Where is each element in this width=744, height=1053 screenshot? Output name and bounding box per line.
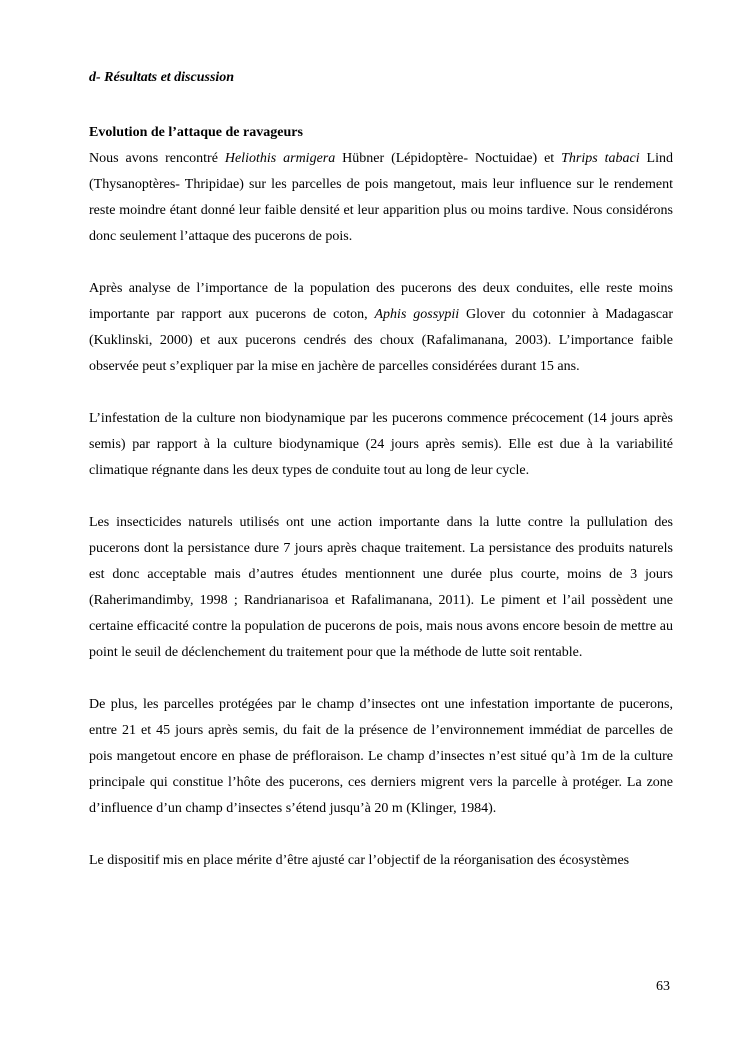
paragraph [89,692,673,822]
paragraph-text: Nous avons rencontré [89,151,225,166]
paragraph-text: Après analyse de l’importance de la population des pucerons des deux conduites, elle reste moins importante par rapport aux pucerons de coton, [89,281,673,322]
subheading: Evolution de l’attaque de ravageurs [89,125,303,140]
paragraph-text: Glover du cotonnier à Madagascar (Kuklinski, 2000) et aux pucerons cendrés des choux (Rafalimanana, 2003). L’importance faible observée peut s’expliquer par la mise en jachère de parcelles considérées durant 15 ans. [89,307,673,374]
species-name: Aphis gossypii [374,307,460,322]
paragraph-text: Hübner (Lépidoptère- Noctuidae) et [335,151,562,166]
paragraph [89,146,673,250]
body-content [89,120,673,900]
species-name: Thrips tabaci [561,151,640,166]
paragraph-text: De plus, les parcelles protégées par le champ d’insectes ont une infestation importante de pucerons, entre 21 et 45 jours après semis, du fait de la présence de l’environnement immédiat de parcelles de pois mangetout encore en phase de préfloraison. Le champ d’insectes n’est situé qu’à 1m de la culture principale qui constitue l’hôte des pucerons, ces derniers migrent vers la parcelle à protéger. La zone d’influence d’un champ d’insectes s’étend jusqu’à 20 m (Klinger, 1984). [89,697,673,816]
paragraph [89,276,673,380]
paragraph-text: Le dispositif mis en place mérite d’être ajusté car l’objectif de la réorganisation des écosystèmes [89,853,630,868]
paragraph [89,848,673,874]
species-name: Heliothis armigera [224,151,336,166]
paragraph-text: Lind (Thysanoptères- Thripidae) sur les parcelles de pois mangetout, mais leur influence sur le rendement reste moindre étant donné leur faible densité et leur apparition plus ou moins tardive. Nous considérons donc seulement l’attaque des pucerons de pois. [89,151,673,244]
paragraph [89,510,673,666]
paragraph-text: Les insecticides naturels utilisés ont une action importante dans la lutte contre la pullulation des pucerons dont la persistance dure 7 jours après chaque traitement. La persistance des produits naturels est donc acceptable mais d’autres études mentionnent une durée plus courte, moins de 3 jours (Raherimandimby, 1998 ; Randrianarisoa et Rafalimanana, 2011). Le piment et l’ail possèdent une certaine efficacité contre la population de pucerons de pois, mais nous avons encore besoin de mettre au point le seuil de déclenchement du traitement pour que la méthode de lutte soit rentable. [89,515,673,660]
paragraph-text: L’infestation de la culture non biodynamique par les pucerons commence précocement (14 jours après semis) par rapport à la culture biodynamique (24 jours après semis). Elle est due à la variabilité climatique régnante dans les deux types de conduite tout au long de leur cycle. [89,411,673,478]
page-number: 63 [656,979,670,994]
section-title: d- Résultats et discussion [89,70,235,85]
paragraph [89,406,673,484]
